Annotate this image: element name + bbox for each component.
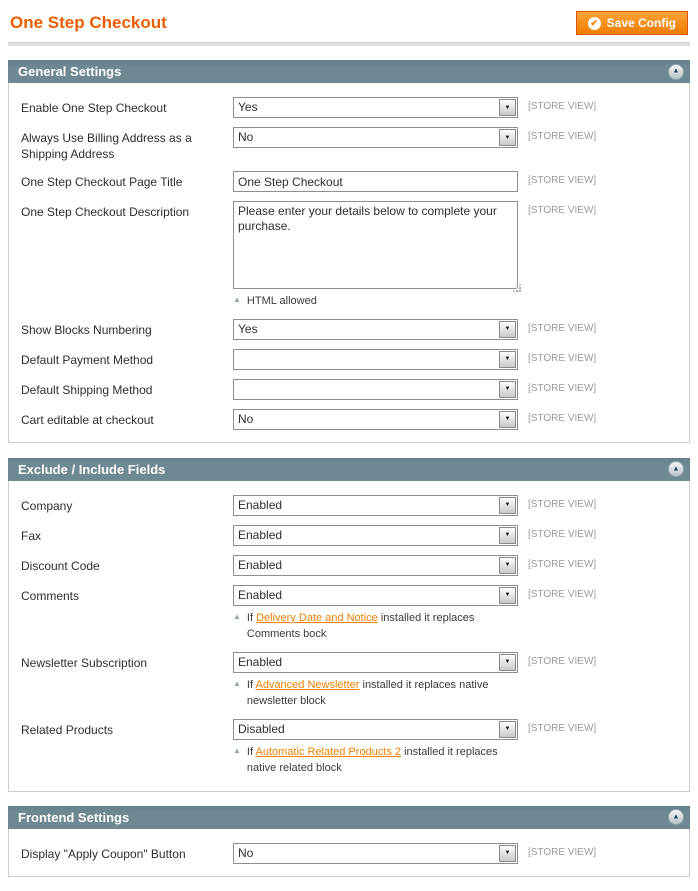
select-comments[interactable]: [233, 585, 518, 606]
scope-label: [STORE VIEW]: [528, 498, 597, 510]
row-page-title: [21, 171, 689, 192]
row-related-products: [21, 719, 689, 777]
select-value: No: [238, 411, 254, 426]
field-label: Default Shipping Method: [21, 382, 153, 397]
row-default-payment-method: [21, 349, 689, 370]
row-fax: [21, 525, 689, 546]
select-value: Enabled: [238, 497, 283, 512]
row-comments: [21, 585, 689, 643]
section-title: Frontend Settings: [18, 809, 130, 825]
field-label: Related Products: [21, 722, 114, 737]
dropdown-arrow-icon: ▼: [504, 326, 511, 332]
dropdown-arrow-icon: ▼: [504, 416, 511, 422]
collapse-button[interactable]: [668, 461, 684, 477]
dropdown-arrow-icon: ▼: [504, 356, 511, 362]
resize-grip-icon[interactable]: [513, 284, 515, 286]
note-prefix: If: [246, 745, 256, 758]
top-bar: [8, 0, 690, 42]
dropdown-arrow-button[interactable]: [499, 411, 516, 428]
section-body-general-settings: [8, 83, 690, 443]
advanced-newsletter-link[interactable]: Advanced Newsletter: [255, 678, 360, 691]
dropdown-arrow-icon: ▼: [504, 104, 511, 111]
note-suffix: installed it replaces native related block: [246, 745, 498, 774]
dropdown-arrow-button[interactable]: [499, 587, 516, 604]
row-company: [21, 495, 689, 516]
row-newsletter-subscription: [21, 652, 689, 710]
collapse-arrow-icon: ▲: [672, 67, 680, 75]
field-label: One Step Checkout Page Title: [21, 175, 183, 189]
row-description: [21, 201, 689, 310]
section-body-frontend-settings: [8, 829, 690, 877]
scope-label: [STORE VIEW]: [528, 101, 597, 112]
field-label: Comments: [21, 588, 80, 603]
field-label: Discount Code: [21, 558, 100, 573]
scope-label: [STORE VIEW]: [528, 412, 597, 424]
note-text: [247, 744, 505, 777]
row-cart-editable: [21, 409, 689, 430]
input-page-title[interactable]: [233, 171, 518, 192]
dropdown-arrow-button[interactable]: [499, 99, 516, 116]
collapse-button[interactable]: [668, 809, 684, 825]
section-title: General Settings: [18, 64, 122, 79]
select-discount-code[interactable]: [233, 555, 518, 576]
section-frontend-settings: [8, 806, 690, 877]
row-show-blocks-numbering: [21, 319, 689, 340]
section-header-frontend-settings[interactable]: [8, 806, 690, 829]
field-label: Newsletter Subscription: [21, 655, 148, 670]
field-label: One Step Checkout Description: [21, 205, 190, 219]
select-value: No: [238, 130, 254, 144]
select-cart-editable[interactable]: [233, 409, 518, 430]
select-display-apply-coupon[interactable]: [233, 843, 518, 864]
section-header-general-settings[interactable]: [8, 60, 690, 83]
page-title: One Step Checkout: [10, 13, 167, 32]
collapse-button[interactable]: [668, 64, 684, 80]
note-prefix: If: [246, 611, 257, 624]
dropdown-arrow-icon: ▼: [504, 562, 511, 568]
select-value: Yes: [238, 321, 258, 336]
row-always-use-billing-address: [21, 127, 689, 162]
save-config-button[interactable]: [576, 11, 688, 35]
note-suffix: installed it replaces native newsletter block: [246, 678, 489, 707]
note-triangle-icon: ▲: [233, 611, 241, 621]
row-default-shipping-method: [21, 379, 689, 400]
collapse-arrow-icon: ▲: [672, 813, 680, 820]
select-default-payment-method[interactable]: [233, 349, 518, 370]
dropdown-arrow-icon: ▼: [504, 659, 511, 665]
select-show-blocks-numbering[interactable]: [233, 319, 518, 340]
section-header-exclude-include-fields[interactable]: [8, 458, 690, 481]
select-company[interactable]: [233, 495, 518, 516]
dropdown-arrow-icon: ▼: [504, 532, 511, 538]
field-label: Fax: [21, 528, 42, 543]
select-value: No: [238, 845, 254, 860]
dropdown-arrow-icon: ▼: [504, 386, 511, 392]
scope-label: [STORE VIEW]: [528, 205, 597, 216]
textarea-wrapper: [233, 201, 518, 289]
scope-label: [STORE VIEW]: [528, 175, 597, 186]
field-label: Cart editable at checkout: [21, 412, 154, 427]
dropdown-arrow-button[interactable]: [499, 321, 516, 338]
select-fax[interactable]: [233, 525, 518, 546]
select-value: Yes: [238, 100, 258, 114]
field-note: [233, 610, 518, 643]
dropdown-arrow-button[interactable]: [499, 527, 516, 544]
dropdown-arrow-icon: ▼: [504, 502, 511, 508]
field-label: Default Payment Method: [21, 352, 154, 367]
note-text: [247, 677, 505, 710]
note-triangle-icon: ▲: [233, 295, 241, 304]
dropdown-arrow-button[interactable]: [499, 557, 516, 574]
field-label: Display "Apply Coupon" Button: [21, 846, 186, 861]
field-label: Enable One Step Checkout: [21, 101, 167, 115]
dropdown-arrow-button[interactable]: [499, 381, 516, 398]
dropdown-arrow-button[interactable]: [499, 129, 516, 146]
select-value: Disabled: [238, 721, 285, 736]
scope-label: [STORE VIEW]: [528, 722, 597, 734]
field-note: [233, 293, 518, 310]
scope-label: [STORE VIEW]: [528, 352, 597, 364]
select-default-shipping-method[interactable]: [233, 379, 518, 400]
note-text: [247, 610, 505, 643]
select-value: Enabled: [238, 587, 283, 602]
row-enable-one-step-checkout: [21, 97, 689, 118]
select-value: Enabled: [238, 557, 283, 572]
scope-label: [STORE VIEW]: [528, 131, 597, 142]
scope-label: [STORE VIEW]: [528, 382, 597, 394]
row-discount-code: [21, 555, 689, 576]
section-general-settings: [8, 60, 690, 443]
field-label: Always Use Billing Address as a Shipping Address: [21, 131, 192, 161]
select-value: Enabled: [238, 527, 283, 542]
row-display-apply-coupon: [21, 843, 689, 864]
dropdown-arrow-icon: ▼: [504, 726, 511, 732]
scope-label: [STORE VIEW]: [528, 846, 597, 858]
save-check-icon: ✔: [588, 17, 601, 30]
save-config-label: Save Config: [606, 16, 676, 30]
dropdown-arrow-icon: ▼: [504, 134, 511, 141]
note-triangle-icon: ▲: [233, 678, 241, 688]
scope-label: [STORE VIEW]: [528, 322, 597, 334]
dropdown-arrow-icon: ▼: [504, 850, 511, 856]
select-related-products[interactable]: [233, 719, 518, 740]
dropdown-arrow-button[interactable]: [499, 351, 516, 368]
dropdown-arrow-icon: ▼: [504, 592, 511, 598]
section-body-exclude-include-fields: [8, 481, 690, 792]
dropdown-arrow-button[interactable]: [499, 845, 516, 862]
scope-label: [STORE VIEW]: [528, 528, 597, 540]
collapse-arrow-icon: ▲: [672, 465, 680, 472]
automatic-related-products-2-link[interactable]: Automatic Related Products 2: [255, 745, 402, 758]
note-suffix: installed it replaces Comments bock: [246, 611, 475, 640]
section-exclude-include-fields: [8, 458, 690, 792]
section-title: Exclude / Include Fields: [18, 461, 166, 477]
select-enable-one-step-checkout[interactable]: [233, 97, 518, 118]
select-newsletter-subscription[interactable]: [233, 652, 518, 673]
scope-label: [STORE VIEW]: [528, 655, 597, 667]
delivery-date-and-notice-link[interactable]: Delivery Date and Notice: [256, 611, 378, 624]
scope-label: [STORE VIEW]: [528, 558, 597, 570]
field-note: [233, 744, 518, 777]
dropdown-arrow-button[interactable]: [499, 497, 516, 514]
field-label: Show Blocks Numbering: [21, 322, 152, 337]
field-note: [233, 677, 518, 710]
dropdown-arrow-button[interactable]: [499, 721, 516, 738]
select-value: Enabled: [238, 654, 283, 669]
textarea-description[interactable]: [233, 201, 518, 289]
dropdown-arrow-button[interactable]: [499, 654, 516, 671]
note-prefix: If: [246, 678, 256, 691]
field-label: Company: [21, 498, 73, 513]
note-triangle-icon: ▲: [233, 745, 241, 755]
note-text: HTML allowed: [246, 295, 317, 307]
select-always-use-billing-address[interactable]: [233, 127, 518, 148]
content-divider: [8, 42, 690, 46]
scope-label: [STORE VIEW]: [528, 588, 597, 600]
